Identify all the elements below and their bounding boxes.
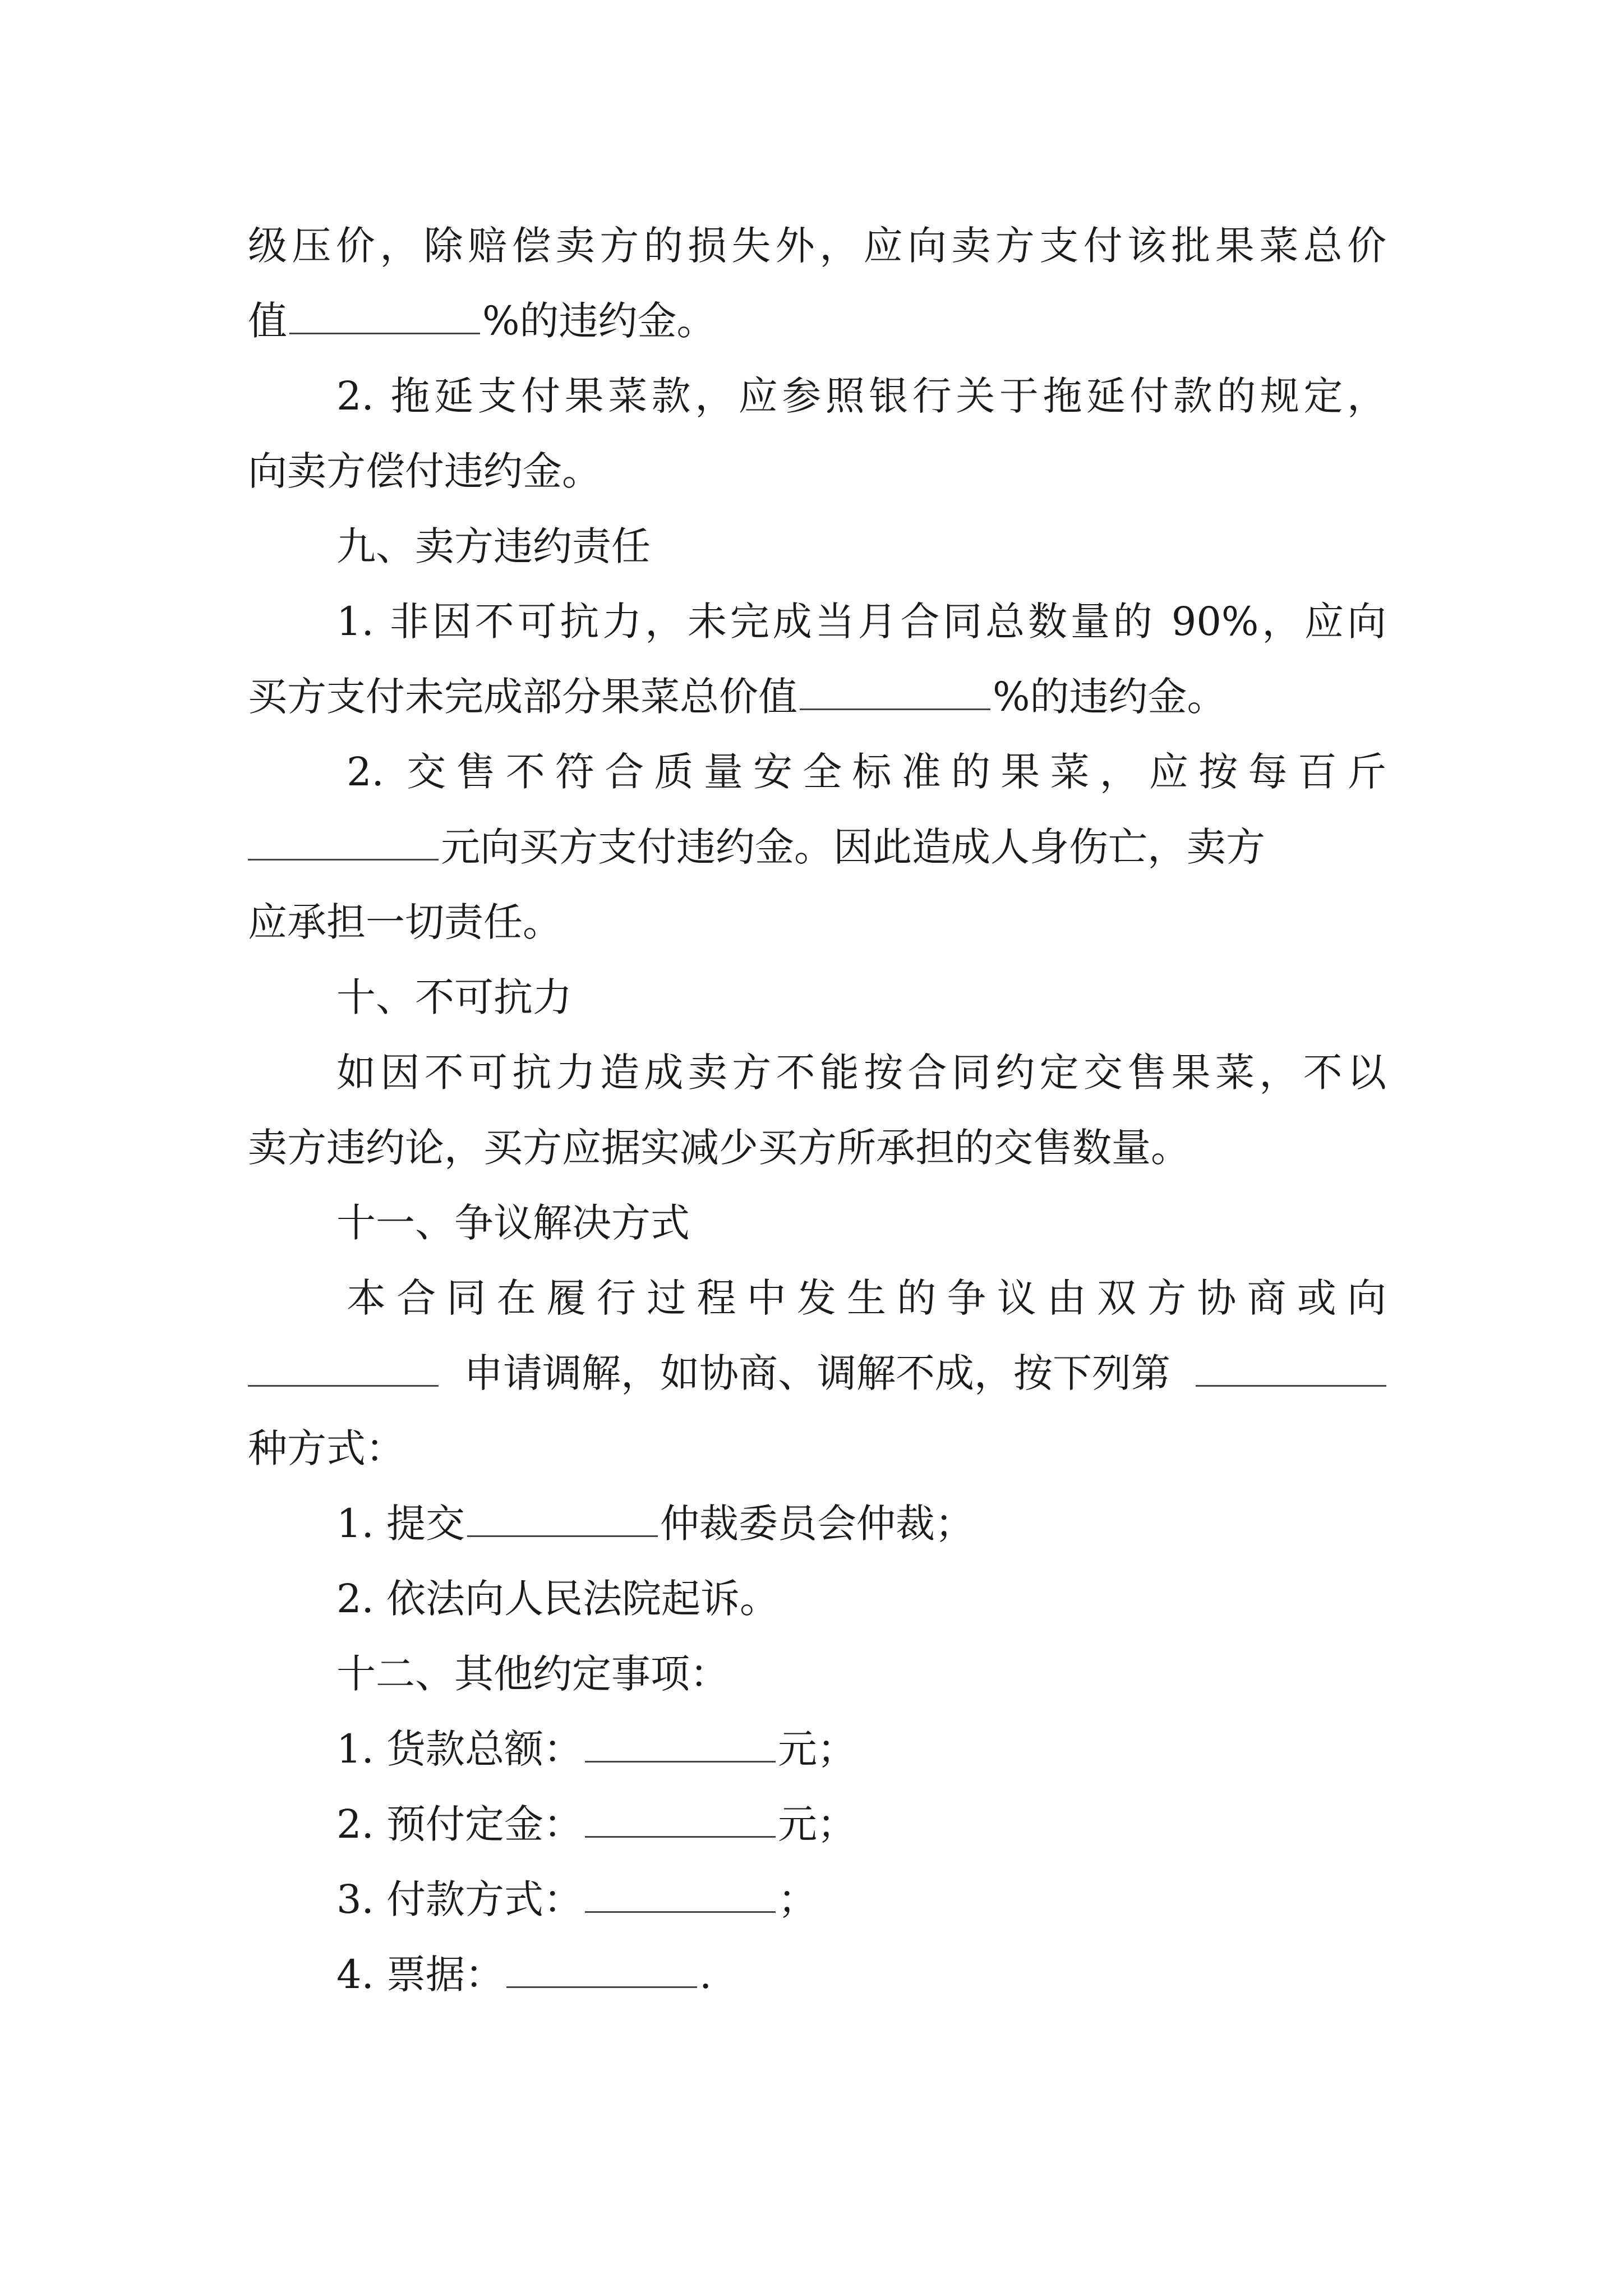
text-segment: 4. 票据：	[336, 1952, 505, 1998]
paragraph-line: 级压价，除赔偿卖方的损失外，应向卖方支付该批果菜总价	[248, 223, 1386, 269]
paragraph-line	[248, 1345, 1386, 1401]
paragraph-line: 2. 交售不符合质量安全标准的果菜，应按每百斤	[347, 749, 1386, 795]
paragraph-line: 向卖方偿付违约金。	[248, 448, 601, 494]
paragraph-line	[248, 669, 1386, 725]
fill-in-blank	[585, 1878, 776, 1913]
text-segment: %的违约金。	[993, 674, 1227, 720]
text-segment: 1. 货款总额：	[336, 1726, 583, 1772]
section-heading: 十、不可抗力	[336, 974, 572, 1020]
list-item: 2. 依法向人民法院起诉。	[336, 1576, 780, 1622]
text-segment: %的违约金。	[482, 298, 716, 344]
text-segment: .	[699, 1952, 712, 1998]
text-segment: 3. 付款方式：	[336, 1876, 583, 1922]
paragraph-line	[248, 819, 1386, 875]
paragraph-line: 1. 非因不可抗力，未完成当月合同总数量的 90%，应向	[336, 599, 1386, 645]
text-segment: 2. 预付定金：	[336, 1801, 583, 1847]
paragraph-line	[248, 293, 1386, 349]
text-segment: 申请调解，如协商、调解不成，按下列第	[464, 1350, 1170, 1396]
text-segment: ；	[778, 1876, 818, 1922]
paragraph-line: 种方式：	[248, 1425, 405, 1471]
fill-in-blank	[506, 1953, 697, 1988]
fill-in-blank	[289, 299, 480, 334]
list-item	[336, 1947, 1386, 2003]
list-item	[336, 1721, 1386, 1777]
paragraph-line: 应承担一切责任。	[248, 899, 562, 945]
section-heading: 九、卖方违约责任	[336, 523, 651, 569]
text-segment: 元；	[778, 1801, 857, 1847]
fill-in-blank	[800, 675, 990, 710]
text-segment: 值	[248, 298, 287, 344]
fill-in-blank	[467, 1502, 658, 1537]
text-segment: 买方支付未完成部分果菜总价值	[248, 674, 797, 720]
section-heading: 十一、争议解决方式	[336, 1200, 690, 1246]
fill-in-blank	[585, 1802, 776, 1838]
paragraph-line: 如因不可抗力造成卖方不能按合同约定交售果菜，不以	[336, 1050, 1386, 1096]
paragraph-line: 本合同在履行过程中发生的争议由双方协商或向	[347, 1275, 1386, 1321]
text-segment: 1. 提交	[336, 1501, 465, 1547]
fill-in-blank	[248, 825, 439, 861]
text-segment: 元；	[778, 1726, 857, 1772]
list-item	[336, 1796, 1386, 1852]
paragraph-line: 卖方违约论，买方应据实减少买方所承担的交售数量。	[248, 1125, 1190, 1171]
section-heading: 十二、其他约定事项：	[336, 1651, 729, 1697]
fill-in-blank	[585, 1727, 776, 1763]
paragraph-line: 2. 拖延支付果菜款，应参照银行关于拖延付款的规定，	[336, 373, 1386, 419]
list-item	[336, 1496, 1386, 1552]
text-segment: 元向买方支付违约金。因此造成人身伤亡，卖方	[441, 824, 1265, 870]
fill-in-blank	[1196, 1351, 1386, 1387]
text-segment: 仲裁委员会仲裁；	[660, 1501, 975, 1547]
fill-in-blank	[248, 1351, 439, 1387]
list-item	[336, 1871, 1386, 1927]
